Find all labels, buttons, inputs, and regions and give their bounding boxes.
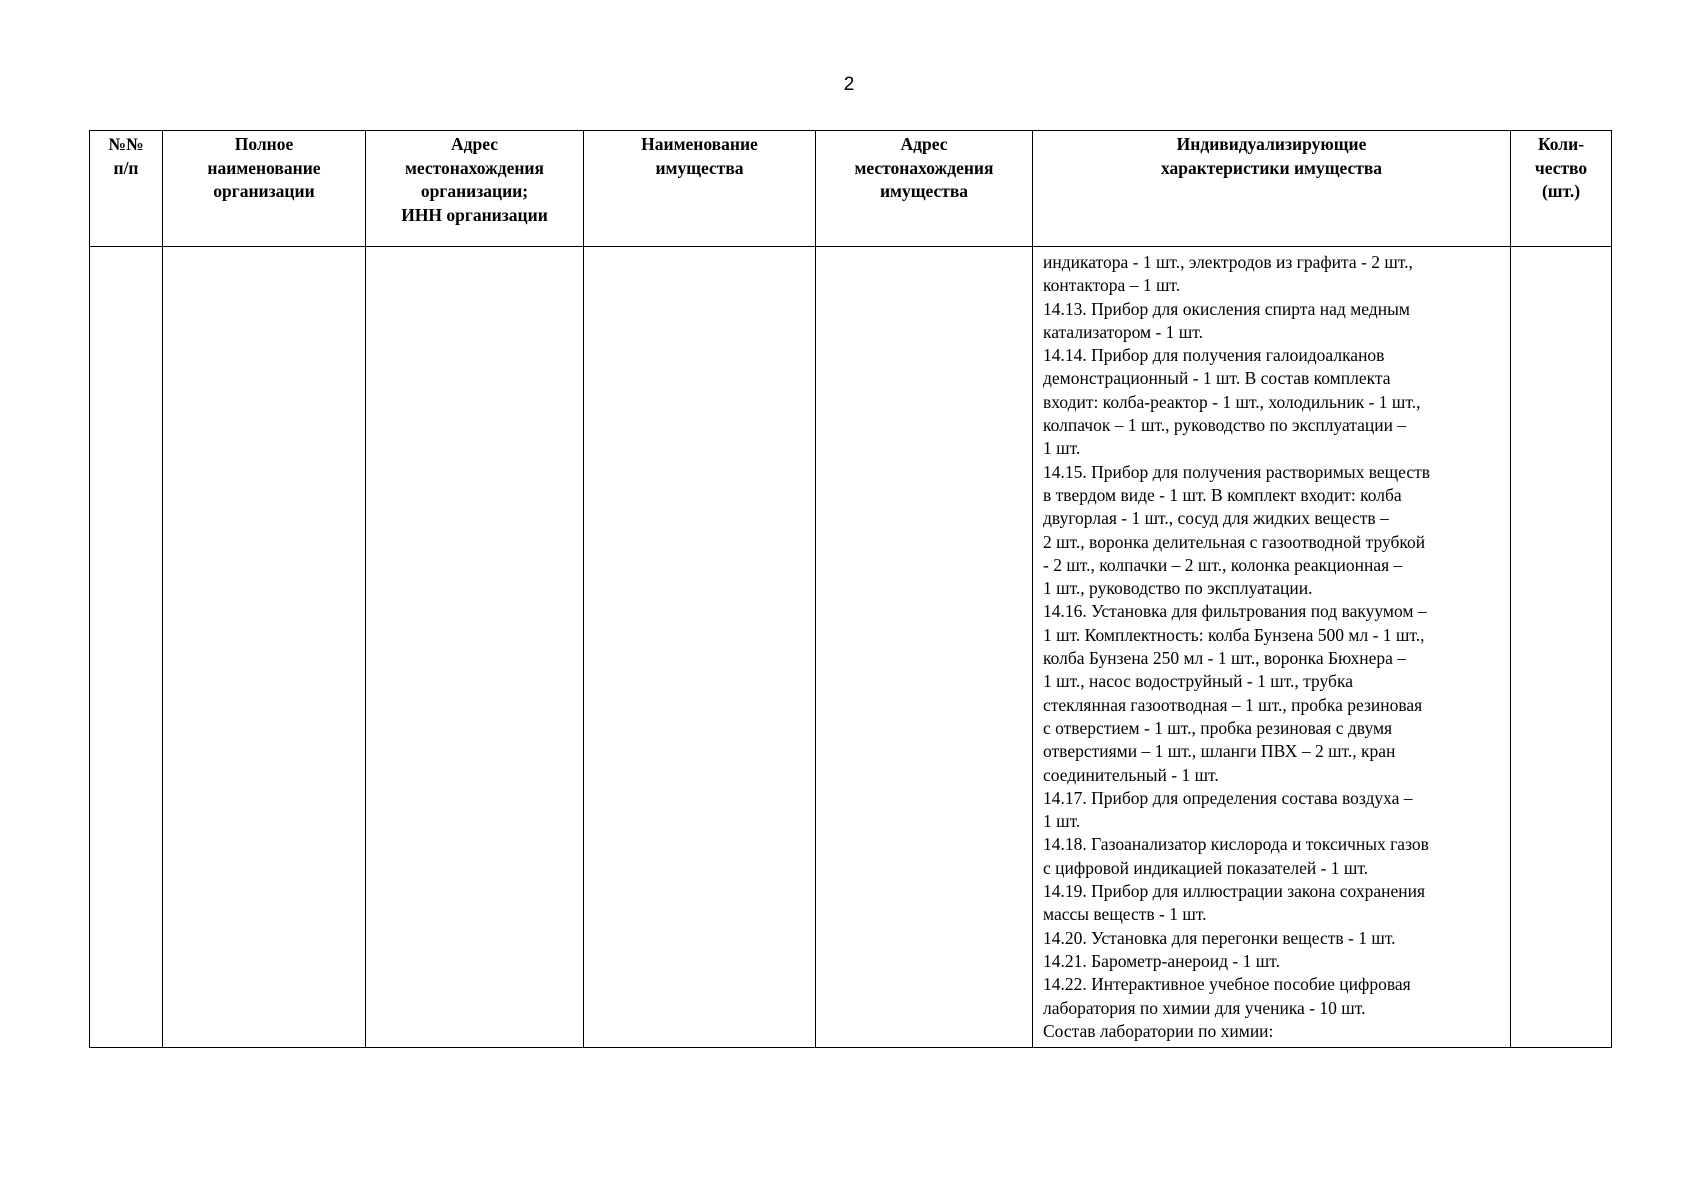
header-characteristics: Индивидуализирующие характеристики имущества (1033, 131, 1511, 247)
cell-property-name (584, 247, 816, 1048)
characteristics-line: демонстрационный - 1 шт. В состав комплекта (1043, 368, 1391, 389)
characteristics-line: 14.19. Прибор для иллюстрации закона сохранения (1043, 881, 1426, 902)
characteristics-line: двугорлая - 1 шт., сосуд для жидких веществ – (1043, 508, 1389, 529)
cell-property-address (816, 247, 1033, 1048)
characteristics-line: 1 шт. (1043, 811, 1081, 832)
characteristics-line: индикатора - 1 шт., электродов из графита - 2 шт., (1043, 252, 1413, 272)
page-number: 2 (843, 74, 855, 95)
characteristics-line: контактора – 1 шт. (1043, 275, 1181, 296)
characteristics-line: 14.22. Интерактивное учебное пособие цифровая (1043, 974, 1411, 995)
characteristics-line: 1 шт., насос водоструйный - 1 шт., трубка (1043, 671, 1353, 692)
characteristics-line: колба Бунзена 250 мл - 1 шт., воронка Бюхнера – (1043, 648, 1406, 669)
characteristics-line: 14.18. Газоанализатор кислорода и токсичных газов (1043, 834, 1429, 855)
cell-org-address (366, 247, 584, 1048)
characteristics-line: 14.21. Барометр-анероид - 1 шт. (1043, 950, 1280, 971)
characteristics-line: 14.20. Установка для перегонки веществ - 1 шт. (1043, 927, 1396, 948)
cell-number (90, 247, 163, 1048)
characteristics-line: 2 шт., воронка делительная с газоотводной трубкой (1043, 531, 1426, 552)
characteristics-line: 14.13. Прибор для окисления спирта над медным (1043, 298, 1410, 319)
header-org-address: Адрес местонахождения организации; ИНН организации (366, 131, 584, 247)
characteristics-line: 14.15. Прибор для получения растворимых веществ (1043, 461, 1430, 482)
characteristics-line: входит: колба-реактор - 1 шт., холодильник - 1 шт., (1043, 391, 1421, 412)
characteristics-line: отверстиями – 1 шт., шланги ПВХ – 2 шт., кран (1043, 741, 1396, 762)
characteristics-line: с отверстием - 1 шт., пробка резиновая с двумя (1043, 717, 1393, 738)
characteristics-line: 14.17. Прибор для определения состава воздуха – (1043, 787, 1413, 808)
table-header-row (90, 131, 1612, 247)
characteristics-text (1033, 247, 1510, 1043)
characteristics-line: в твердом виде - 1 шт. В комплект входит: колба (1043, 484, 1402, 505)
characteristics-line: соединительный - 1 шт. (1043, 764, 1219, 785)
characteristics-line: Состав лаборатории по химии: (1043, 1020, 1274, 1041)
header-org-name: Полное наименование организации (163, 131, 366, 247)
header-quantity: Коли- чество (шт.) (1511, 131, 1612, 247)
property-table (89, 130, 1612, 1048)
characteristics-line: 1 шт. (1043, 438, 1081, 459)
characteristics-line: 1 шт. Комплектность: колба Бунзена 500 мл - 1 шт., (1043, 624, 1425, 645)
table-row (90, 247, 1612, 1048)
characteristics-line: с цифровой индикацией показателей - 1 шт. (1043, 857, 1369, 878)
cell-quantity (1511, 247, 1612, 1048)
characteristics-line: 14.16. Установка для фильтрования под вакуумом – (1043, 601, 1427, 622)
header-number: №№ п/п (90, 131, 163, 247)
characteristics-line: массы веществ - 1 шт. (1043, 904, 1207, 925)
cell-org-name (163, 247, 366, 1048)
characteristics-line: колпачок – 1 шт., руководство по эксплуатации – (1043, 415, 1407, 436)
cell-characteristics (1033, 247, 1511, 1048)
characteristics-line: 1 шт., руководство по эксплуатации. (1043, 578, 1313, 599)
characteristics-line: катализатором - 1 шт. (1043, 321, 1203, 342)
characteristics-line: 14.14. Прибор для получения галоидоалканов (1043, 345, 1385, 366)
header-property-name: Наименование имущества (584, 131, 816, 247)
characteristics-line: - 2 шт., колпачки – 2 шт., колонка реакционная – (1043, 554, 1403, 575)
header-property-address: Адрес местонахождения имущества (816, 131, 1033, 247)
characteristics-line: стеклянная газоотводная – 1 шт., пробка резиновая (1043, 694, 1423, 715)
characteristics-line: лаборатория по химии для ученика - 10 шт. (1043, 997, 1366, 1018)
